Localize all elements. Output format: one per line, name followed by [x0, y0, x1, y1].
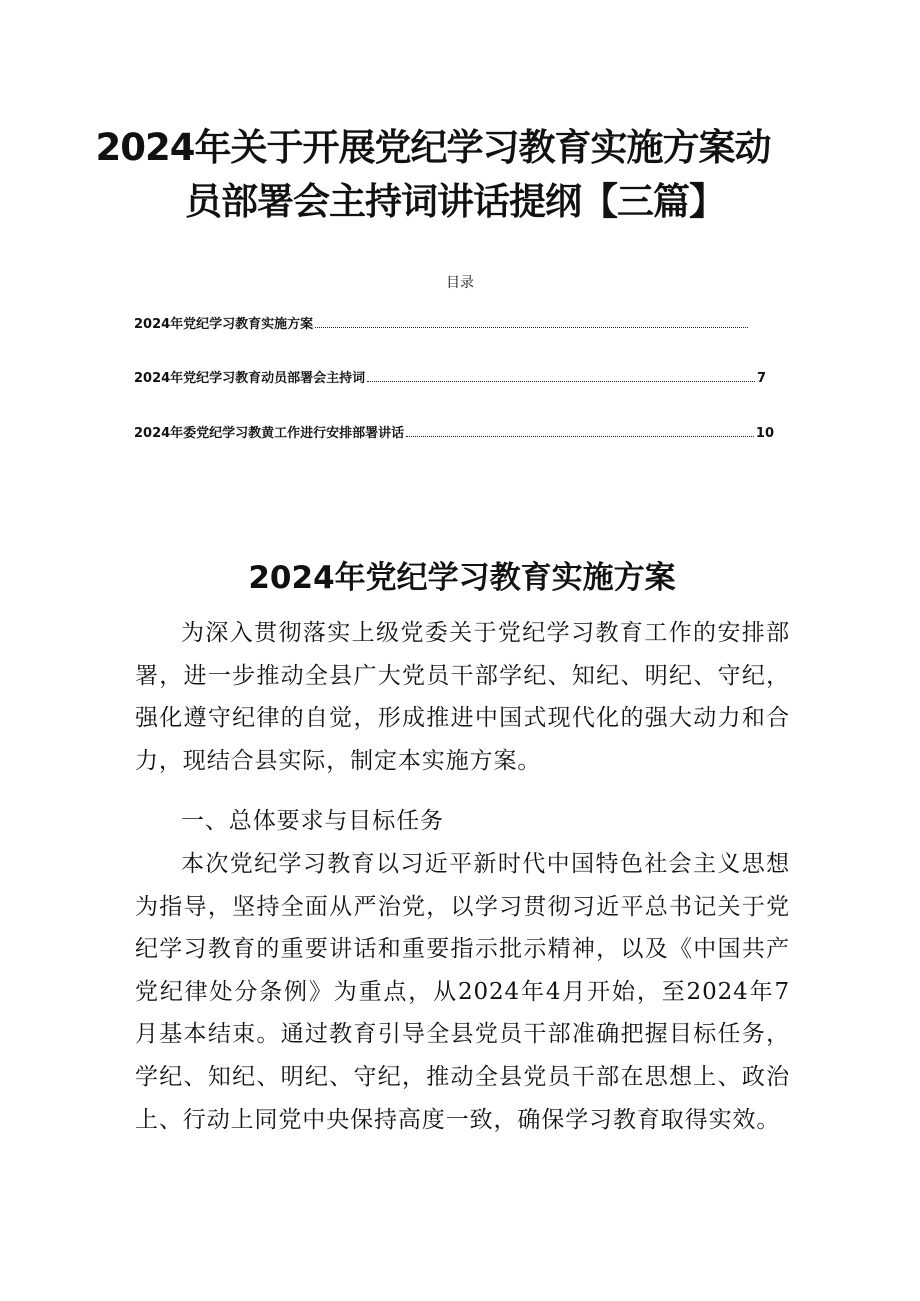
toc-leader-dots — [315, 326, 748, 328]
toc-entry[interactable] — [134, 316, 758, 334]
body-paragraph: 本次党纪学习教育以习近平新时代中国特色社会主义思想为指导，坚持全面从严治党，以学习贯彻习近平总书记关于党纪学习教育的重要讲话和重要指示批示精神，以及《中国共产党纪律处分条例》为重点，从2024年4月开始，至2024年7月基本结束。通过教育引导全县党员干部准确把握目标任务，学纪、知纪、明纪、守纪，推动全县党员干部在思想上、政治上、行动上同党中央保持高度一致，确保学习教育取得实效。 — [135, 851, 790, 1133]
section-heading: 一、总体要求与目标任务 — [181, 808, 444, 834]
toc-entry-page: 7 — [756, 371, 766, 386]
toc-heading: 目录 — [446, 275, 474, 291]
intro-paragraph: 为深入贯彻落实上级党委关于党纪学习教育工作的安排部署，进一步推动全县广大党员干部学纪、知纪、明纪、守纪，强化遵守纪律的自觉，形成推进中国式现代化的强大动力和合力，现结合县实际，制定本实施方案。 — [135, 620, 790, 774]
section-title: 2024年党纪学习教育实施方案 — [248, 560, 676, 596]
document-title-line-2: 员部署会主持词讲话提纲【三篇】 — [185, 180, 725, 223]
toc-leader-dots — [406, 435, 754, 437]
toc-entry-page: 10 — [755, 426, 774, 441]
toc-entry[interactable] — [134, 425, 774, 443]
toc-entry-title: 2024年党纪学习教育实施方案 — [134, 317, 314, 332]
toc-entry[interactable] — [134, 370, 766, 388]
toc-leader-dots — [367, 380, 755, 382]
document-title-line-1: 2024年关于开展党纪学习教育实施方案动 — [95, 126, 771, 169]
toc-entry-title: 2024年委党纪学习教黄工作进行安排部署讲话 — [134, 426, 405, 441]
toc-entry-title: 2024年党纪学习教育动员部署会主持词 — [134, 371, 366, 386]
